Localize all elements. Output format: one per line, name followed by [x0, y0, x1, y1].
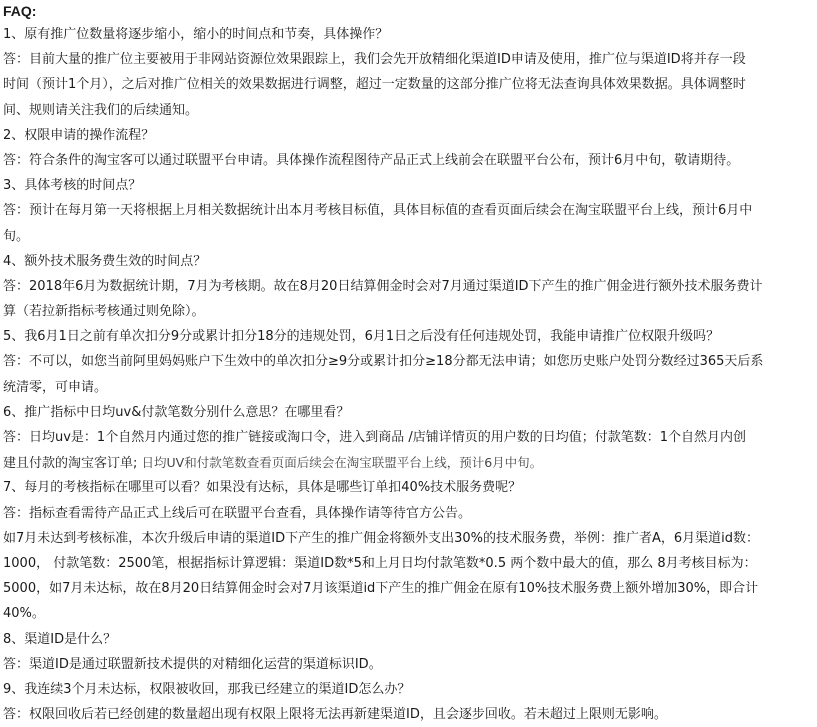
faq-line-a7: 如7月未达到考核标准，本次升级后申请的渠道ID下产生的推广佣金将额外支出30%的技术服务费，举例：推广者A，6月渠道id数： — [3, 530, 760, 546]
faq-line-a8: 答：渠道ID是通过联盟新技术提供的对精细化运营的渠道标识ID。 — [3, 656, 382, 672]
faq-line-a6-text: 建且付款的淘宝客订单; — [3, 456, 142, 472]
faq-line-a7: 1000， 付款笔数：2500笔，根据指标计算逻辑：渠道ID数*5和上月日均付款笔数*0.5 两个数中最大的值，那么 8月考核目标为： — [3, 555, 757, 571]
faq-line-a3: 答：预计在每月第一天将根据上月相关数据统计出本月考核目标值，具体目标值的查看页面后续会在淘宝联盟平台上线，预计6月中 — [3, 203, 753, 219]
faq-line-a4: 算（若拉新指标考核通过则免除）。 — [3, 304, 205, 320]
faq-line-q4: 4、额外技术服务费生效的时间点？ — [3, 253, 207, 269]
faq-title: FAQ: — [3, 3, 37, 19]
faq-line-a1: 时间（预计1个月），之后对推广位相关的效果数据进行调整，超过一定数量的这部分推广位将无法查询具体效果数据。具体调整时 — [3, 77, 746, 93]
faq-line-a6 — [3, 450, 813, 475]
faq-line-a5: 答：不可以，如您当前阿里妈妈账户下生效中的单次扣分≥9分或累计扣分≥18分都无法申请；如您历史账户处罚分数经过365天后系 — [3, 354, 764, 370]
faq-line-q3: 3、具体考核的时间点？ — [3, 178, 142, 194]
faq-line-a6: 答：日均uv是：1个自然月内通过您的推广链接或淘口令，进入到商品 /店铺详情页的用户数的日均值；付款笔数：1个自然月内创 — [3, 430, 746, 445]
faq-line-q7: 7、每月的考核指标在哪里可以看？如果没有达标，具体是哪些订单扣40%技术服务费呢？ — [3, 480, 522, 496]
faq-line-a6-note: 日均UV和付款笔数查看页面后续会在淘宝联盟平台上线，预计6月中旬。 — [141, 455, 543, 471]
faq-line-a7: 40%。 — [3, 606, 45, 622]
faq-line-a1: 间、规则请关注我们的后续通知。 — [3, 102, 199, 118]
faq-line-q6: 6、推广指标中日均uv&付款笔数分别什么意思？在哪里看？ — [3, 404, 350, 420]
faq-line-a4: 答：2018年6月为数据统计期，7月为考核期。故在8月20日结算佣金时会对7月通过渠道ID下产生的推广佣金进行额外技术服务费计 — [3, 278, 763, 294]
faq-line-q9: 9、我连续3个月未达标，权限被收回，那我已经建立的渠道ID怎么办？ — [3, 681, 411, 697]
faq-line-a1: 答：目前大量的推广位主要被用于非网站资源位效果跟踪上，我们会先开放精细化渠道ID申请及使用，推广位与渠道ID将并存一段 — [3, 52, 746, 68]
faq-line-a7: 答：指标查看需待产品正式上线后可在联盟平台查看，具体操作请等待官方公告。 — [3, 505, 472, 521]
faq-line-q8: 8、渠道ID是什么？ — [3, 631, 117, 647]
faq-line-a7: 5000，如7月未达标，故在8月20日结算佣金时会对7月该渠道id下产生的推广佣金在原有10%技术服务费上额外增加30%，即合计 — [3, 581, 759, 597]
faq-line-a2: 答：符合条件的淘宝客可以通过联盟平台申请。具体操作流程图待产品正式上线前会在联盟平台公布，预计6月中旬，敬请期待。 — [3, 152, 740, 168]
faq-line-q5: 5、我6月1日之前有单次扣分9分或累计扣分18分的违规处罚，6月1日之后没有任何违规处罚，我能申请推广位权限升级吗？ — [3, 329, 720, 345]
faq-line-a9: 答：权限回收后若已经创建的数量超出现有权限上限将无法再新建渠道ID，且会逐步回收。若未超过上限则无影响。 — [3, 707, 667, 723]
faq-line-a5: 统清零，可申请。 — [3, 379, 108, 395]
faq-line-a3: 旬。 — [3, 228, 30, 244]
faq-line-q1: 1、原有推广位数量将逐步缩小，缩小的时间点和节奏，具体操作？ — [3, 27, 389, 42]
faq-line-q2: 2、权限申请的操作流程？ — [3, 127, 155, 143]
